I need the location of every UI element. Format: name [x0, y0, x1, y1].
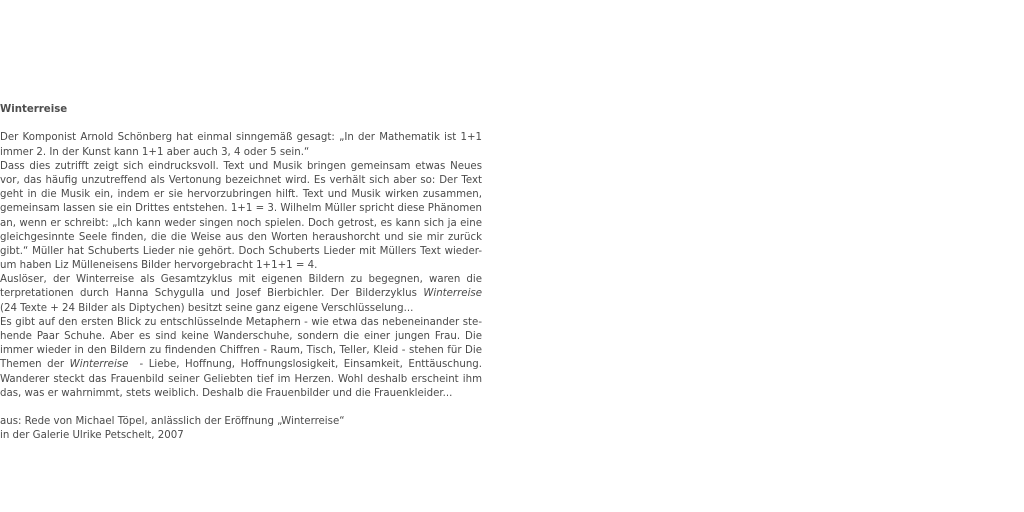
body-line: an, wenn er schreibt: „Ich kann weder singen noch spielen. Doch getrost, es kann sich ja eine	[0, 217, 482, 229]
body-line: Es gibt auf den ersten Blick zu entschlüsselnde Metaphern - wie etwa das nebeneinander ste-	[0, 316, 482, 328]
body-line: geht in die Musik ein, indem er sie hervorzubringen hilft. Text und Musik wirken zusammen,	[0, 189, 482, 201]
article-body	[0, 131, 482, 401]
source-citation	[0, 415, 482, 443]
body-line: Auslöser, der Winterreise als Gesamtzyklus mit eigenen Bildern zu begegnen, waren die	[0, 274, 482, 286]
body-line: Dass dies zutrifft zeigt sich eindrucksvoll. Text und Musik bringen gemeinsam etwas Neues	[0, 160, 482, 172]
italic-title: Winterreise	[423, 288, 482, 300]
body-line: Der Komponist Arnold Schönberg hat einmal sinngemäß gesagt: „In der Mathematik ist 1+1	[0, 132, 482, 144]
body-line-text: - Liebe, Hoffnung, Hoffnungslosigkeit, Einsamkeit, Enttäuschung.	[139, 359, 482, 371]
source-line: aus: Rede von Michael Töpel, anlässlich der Eröffnung „Winterreise“	[0, 416, 345, 428]
body-line: um haben Liz Mülleneisens Bilder hervorgebracht 1+1+1 = 4.	[0, 260, 318, 272]
article-text	[0, 103, 482, 444]
body-line	[0, 358, 482, 372]
body-line	[0, 287, 482, 301]
body-line-text: Themen der	[0, 359, 65, 371]
body-line: gibt.“ Müller hat Schuberts Lieder nie gehört. Doch Schuberts Lieder mit Müllers Text wieder-	[0, 245, 482, 257]
body-line: (24 Texte + 24 Bilder als Diptychen) besitzt seine ganz eigene Verschlüsselung...	[0, 302, 414, 314]
body-line: gemeinsam lassen sie ein Drittes entstehen. 1+1 = 3. Wilhelm Müller spricht diese Phänomen	[0, 203, 482, 215]
body-line: Wanderer steckt das Frauenbild seiner Geliebten tief im Herzen. Wohl deshalb erscheint ihm	[0, 373, 482, 385]
body-line: immer wieder in den Bildern zu findenden Chiffren - Raum, Tisch, Teller, Kleid - stehen für Die	[0, 345, 482, 357]
source-line: in der Galerie Ulrike Petschelt, 2007	[0, 430, 184, 442]
article-title: Winterreise	[0, 104, 68, 115]
body-line: vor, das häufig unzutreffend als Vertonung bezeichnet wird. Es verhält sich aber so: Der Text	[0, 174, 482, 186]
body-line: hende Paar Schuhe. Aber es sind keine Wanderschuhe, sondern die einer jungen Frau. Die	[0, 331, 482, 342]
body-line: gleichgesinnte Seele finden, die die Weise aus den Worten heraushorcht und sie mir zurück	[0, 231, 482, 243]
italic-title: Winterreise	[69, 359, 129, 371]
body-line: das, was er wahrnimmt, stets weiblich. Deshalb die Frauenbilder und die Frauenkleider...	[0, 387, 453, 399]
body-line: immer 2. In der Kunst kann 1+1 aber auch 3, 4 oder 5 sein.“	[0, 146, 310, 158]
body-line-text: terpretationen durch Hanna Schygulla und Josef Bierbichler. Der Bilderzyklus	[0, 288, 417, 300]
